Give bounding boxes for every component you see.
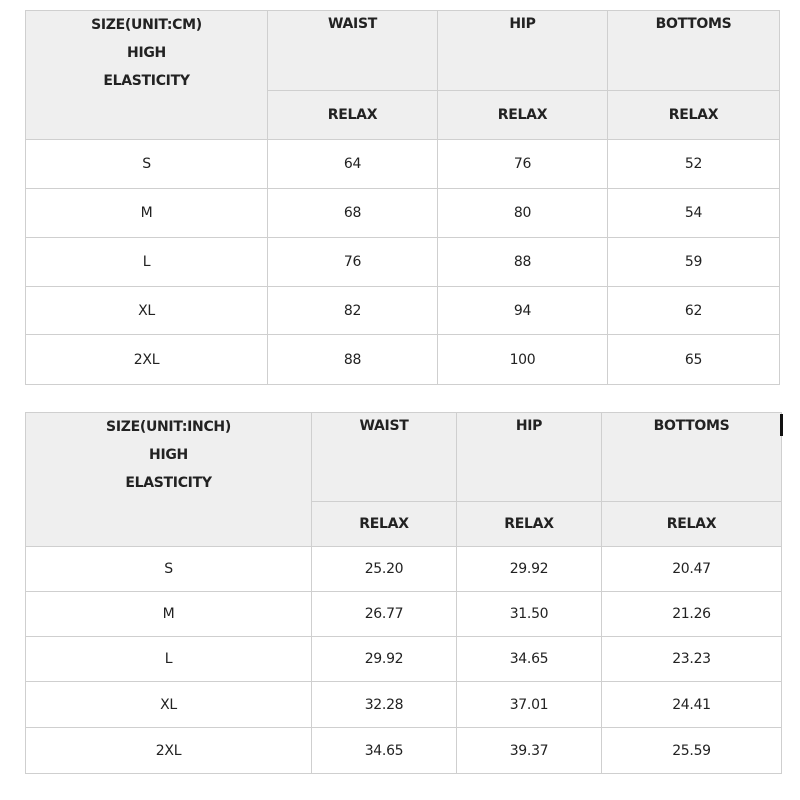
subheader-hip-relax: RELAX: [438, 91, 608, 140]
hip-cell: 94: [438, 287, 608, 335]
bottoms-cell: 20.47: [602, 547, 782, 592]
subheader-waist-relax: RELAX: [312, 502, 457, 547]
waist-cell: 82: [268, 287, 438, 335]
waist-cell: 32.28: [312, 682, 457, 728]
size-table-cm: [25, 10, 780, 385]
subheader-hip-relax: RELAX: [457, 502, 602, 547]
waist-cell: 29.92: [312, 637, 457, 682]
size-header-unit: SIZE(UNIT:INCH): [106, 419, 231, 435]
size-header-elasticity: ELASTICITY: [125, 475, 212, 491]
hip-cell: 29.92: [457, 547, 602, 592]
size-cell: XL: [26, 682, 312, 728]
size-cell: 2XL: [26, 728, 312, 774]
hip-cell: 76: [438, 140, 608, 189]
table-row: [26, 238, 780, 287]
size-header-unit: SIZE(UNIT:CM): [91, 17, 202, 33]
bottoms-cell: 24.41: [602, 682, 782, 728]
hip-cell: 37.01: [457, 682, 602, 728]
column-header-bottoms: BOTTOMS: [608, 11, 780, 91]
table-row: [26, 728, 782, 774]
table-row: [26, 189, 780, 238]
waist-cell: 25.20: [312, 547, 457, 592]
header-row: [26, 11, 780, 91]
waist-cell: 64: [268, 140, 438, 189]
text-cursor: [780, 414, 783, 436]
size-header-cell: [26, 11, 268, 140]
header-row: [26, 413, 782, 502]
bottoms-cell: 25.59: [602, 728, 782, 774]
bottoms-cell: 62: [608, 287, 780, 335]
waist-cell: 26.77: [312, 592, 457, 637]
bottoms-cell: 23.23: [602, 637, 782, 682]
bottoms-cell: 65: [608, 335, 780, 385]
bottoms-cell: 21.26: [602, 592, 782, 637]
waist-cell: 88: [268, 335, 438, 385]
table-row: [26, 592, 782, 637]
hip-cell: 80: [438, 189, 608, 238]
column-header-bottoms: BOTTOMS: [602, 413, 782, 502]
subheader-waist-relax: RELAX: [268, 91, 438, 140]
size-cell: S: [26, 140, 268, 189]
size-cell: L: [26, 238, 268, 287]
hip-cell: 34.65: [457, 637, 602, 682]
hip-cell: 88: [438, 238, 608, 287]
table-row: [26, 637, 782, 682]
waist-cell: 76: [268, 238, 438, 287]
bottoms-cell: 54: [608, 189, 780, 238]
size-cell: XL: [26, 287, 268, 335]
hip-cell: 39.37: [457, 728, 602, 774]
bottoms-cell: 52: [608, 140, 780, 189]
table-row: [26, 335, 780, 385]
size-header-high: HIGH: [149, 447, 188, 463]
size-cell: L: [26, 637, 312, 682]
table-row: [26, 547, 782, 592]
size-cell: M: [26, 189, 268, 238]
column-header-hip: HIP: [457, 413, 602, 502]
table-row: [26, 140, 780, 189]
size-header-elasticity: ELASTICITY: [103, 73, 190, 89]
size-cell: 2XL: [26, 335, 268, 385]
size-cell: M: [26, 592, 312, 637]
column-header-waist: WAIST: [312, 413, 457, 502]
size-cell: S: [26, 547, 312, 592]
size-table-inch: [25, 412, 782, 774]
size-header-high: HIGH: [127, 45, 166, 61]
size-header-cell: [26, 413, 312, 547]
waist-cell: 34.65: [312, 728, 457, 774]
hip-cell: 31.50: [457, 592, 602, 637]
subheader-bottoms-relax: RELAX: [608, 91, 780, 140]
table-row: [26, 287, 780, 335]
subheader-bottoms-relax: RELAX: [602, 502, 782, 547]
column-header-waist: WAIST: [268, 11, 438, 91]
waist-cell: 68: [268, 189, 438, 238]
hip-cell: 100: [438, 335, 608, 385]
table-row: [26, 682, 782, 728]
bottoms-cell: 59: [608, 238, 780, 287]
column-header-hip: HIP: [438, 11, 608, 91]
